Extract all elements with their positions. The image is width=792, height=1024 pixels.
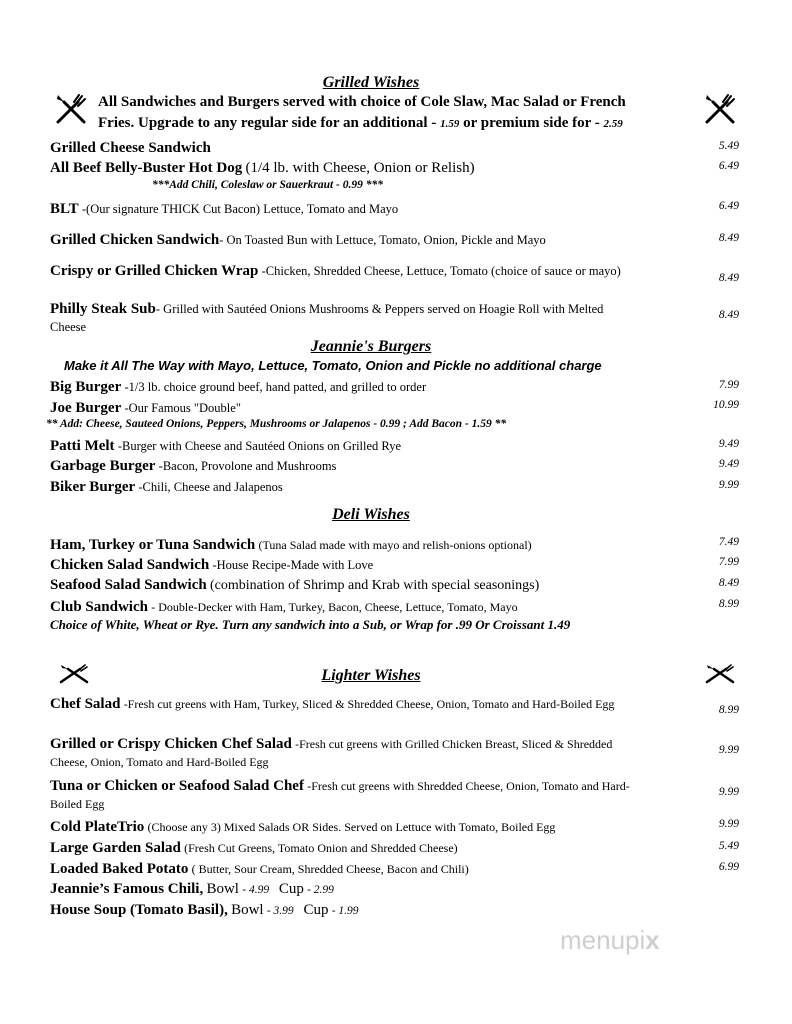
item-price: 6.49 bbox=[718, 200, 739, 212]
fork-knife-icon bbox=[54, 94, 88, 124]
item-price: 7.99 bbox=[718, 379, 739, 391]
menu-item: Patti Melt -Burger with Cheese and Sautéed Onions on Grilled Rye bbox=[50, 438, 402, 454]
menu-item: Tuna or Chicken or Seafood Salad Chef -Fresh cut greens with Shredded Cheese, Onion, Tomato and Hard-Boiled Egg bbox=[50, 778, 630, 811]
menu-item: All Beef Belly-Buster Hot Dog (1/4 lb. with Cheese, Onion or Relish) bbox=[50, 160, 475, 176]
menu-item: Philly Steak Sub- Grilled with Sautéed Onions Mushrooms & Peppers served on Hoagie Roll with Melted Cheese bbox=[50, 301, 604, 334]
deli-bread-note: Choice of White, Wheat or Rye. Turn any sandwich into a Sub, or Wrap for .99 Or Croissant 1.49 bbox=[50, 617, 571, 632]
menu-item-soup: House Soup (Tomato Basil), Bowl - 3.99 Cup - 1.99 bbox=[50, 902, 359, 918]
burger-addon-note: ** Add: Cheese, Sauteed Onions, Peppers, Mushrooms or Jalapenos - 0.99 ; Add Bacon - 1.59 ** bbox=[46, 418, 507, 430]
menu-item: Big Burger -1/3 lb. choice ground beef, hand patted, and grilled to order bbox=[50, 379, 427, 395]
item-price: 5.49 bbox=[718, 140, 739, 152]
item-price: 8.49 bbox=[718, 309, 739, 321]
menu-item: Biker Burger -Chili, Cheese and Jalapenos bbox=[50, 479, 283, 495]
hotdog-addon-note: ***Add Chili, Coleslaw or Sauerkraut - 0.99 *** bbox=[152, 179, 383, 191]
item-price: 8.49 bbox=[718, 272, 739, 284]
grilled-intro-line1: All Sandwiches and Burgers served with choice of Cole Slaw, Mac Salad or French bbox=[98, 94, 626, 110]
grilled-intro-line2: Fries. Upgrade to any regular side for an additional - 1.59 or premium side for - 2.59 bbox=[98, 115, 623, 131]
item-price: 5.49 bbox=[718, 840, 739, 852]
menu-item: Garbage Burger -Bacon, Provolone and Mushrooms bbox=[50, 458, 337, 474]
item-price: 6.99 bbox=[718, 861, 739, 873]
menu-item: Seafood Salad Sandwich (combination of Shrimp and Krab with special seasonings) bbox=[50, 577, 540, 593]
item-price: 7.49 bbox=[718, 536, 739, 548]
item-price: 8.49 bbox=[718, 577, 739, 589]
watermark-logo: menupix bbox=[560, 925, 660, 955]
section-title-lighter: Lighter Wishes bbox=[321, 667, 421, 684]
menu-item: Grilled or Crispy Chicken Chef Salad -Fresh cut greens with Grilled Chicken Breast, Sliced & Shredded Cheese, Onion, Tomato and Hard-Boiled Egg bbox=[50, 736, 613, 769]
section-title-grilled: Grilled Wishes bbox=[322, 74, 420, 91]
item-price: 8.99 bbox=[718, 704, 739, 716]
menu-item: BLT -(Our signature THICK Cut Bacon) Lettuce, Tomato and Mayo bbox=[50, 201, 399, 217]
menu-item: Club Sandwich - Double-Decker with Ham, Turkey, Bacon, Cheese, Lettuce, Tomato, Mayo bbox=[50, 599, 518, 615]
menu-item: Cold PlateTrio (Choose any 3) Mixed Salads OR Sides. Served on Lettuce with Tomato, Boiled Egg bbox=[50, 819, 556, 835]
burgers-subtitle: Make it All The Way with Mayo, Lettuce, Tomato, Onion and Pickle no additional charge bbox=[64, 358, 602, 373]
item-price: 6.49 bbox=[718, 160, 739, 172]
item-price: 8.99 bbox=[718, 598, 739, 610]
menu-item: Joe Burger -Our Famous "Double" bbox=[50, 400, 241, 416]
menu-item: Loaded Baked Potato ( Butter, Sour Cream, Shredded Cheese, Bacon and Chili) bbox=[50, 861, 469, 877]
item-price: 9.99 bbox=[718, 479, 739, 491]
section-title-burgers: Jeannie's Burgers bbox=[310, 338, 432, 355]
menu-item: Grilled Chicken Sandwich- On Toasted Bun with Lettuce, Tomato, Onion, Pickle and Mayo bbox=[50, 232, 546, 248]
regular-side-price: 1.59 bbox=[440, 118, 460, 130]
item-price: 7.99 bbox=[718, 556, 739, 568]
item-price: 9.99 bbox=[718, 786, 739, 798]
menu-item: Chicken Salad Sandwich -House Recipe-Made with Love bbox=[50, 557, 374, 573]
menu-item: Chef Salad -Fresh cut greens with Ham, Turkey, Sliced & Shredded Cheese, Onion, Tomato and Hard-Boiled Egg bbox=[50, 696, 615, 712]
section-title-deli: Deli Wishes bbox=[332, 506, 410, 523]
item-price: 10.99 bbox=[713, 399, 739, 411]
item-price: 9.49 bbox=[718, 458, 739, 470]
item-price: 8.49 bbox=[718, 232, 739, 244]
item-price: 9.99 bbox=[718, 818, 739, 830]
menu-item-chili: Jeannie’s Famous Chili, Bowl - 4.99 Cup - 2.99 bbox=[50, 881, 334, 897]
menu-item: Ham, Turkey or Tuna Sandwich (Tuna Salad made with mayo and relish-onions optional) bbox=[50, 537, 532, 553]
item-price: 9.99 bbox=[718, 744, 739, 756]
menu-item: Crispy or Grilled Chicken Wrap -Chicken, Shredded Cheese, Lettuce, Tomato (choice of sauce or mayo) bbox=[50, 263, 621, 279]
item-price: 9.49 bbox=[718, 438, 739, 450]
menu-item: Large Garden Salad (Fresh Cut Greens, Tomato Onion and Shredded Cheese) bbox=[50, 840, 458, 856]
premium-side-price: 2.59 bbox=[603, 118, 623, 130]
grilled-intro bbox=[98, 92, 698, 135]
menu-item: Grilled Cheese Sandwich bbox=[50, 140, 211, 156]
fork-knife-icon bbox=[703, 94, 737, 124]
